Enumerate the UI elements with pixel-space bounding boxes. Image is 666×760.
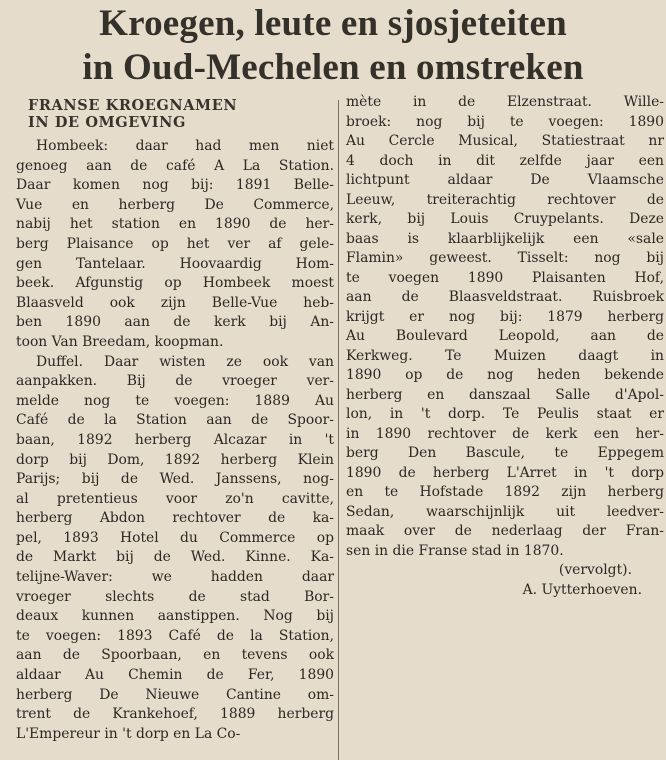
text-line: telijne-Waver: we hadden daar [16, 569, 334, 586]
text-line: Hombeek: daar had men niet [36, 138, 334, 154]
text-line: baas is klaarblijkelijk een «sale [346, 230, 664, 247]
text-line: sen in die Franse stad in 1870. [346, 542, 564, 559]
text-line: ben 1890 aan de kerk bij An- [16, 314, 334, 331]
text-line: maak over de nederlaag der Fran- [346, 523, 664, 539]
text-line: Kerkweg. Te Muizen daagt in [346, 347, 664, 364]
text-line: berg Den Bascule, te Eppegem [346, 445, 664, 461]
text-line: Blaasveld ook zijn Belle-Vue heb- [16, 294, 334, 311]
text-line: Daar komen nog bij: 1891 Belle- [16, 177, 334, 194]
text-line: pel, 1893 Hotel du Commerce op [16, 529, 334, 546]
subheading-line-2: IN DE OMGEVING [28, 114, 186, 131]
text-line: Duffel. Daar wisten ze ook van [36, 353, 334, 370]
text-line: L'Empereur in 't dorp en La Co- [16, 725, 241, 742]
text-line: melde nog te voegen: 1889 Au [16, 392, 334, 409]
text-line: trent de Krankehoef, 1889 herberg [16, 706, 334, 723]
text-line: Sedan, waarschijnlijk uit leedver- [346, 503, 664, 520]
text-line: Vue en herberg De Commerce, [16, 196, 334, 213]
section-subheading [28, 97, 334, 131]
text-line: te voegen: 1893 Café de la Station, [16, 627, 334, 644]
text-line: Leeuw, treiterachtig rechtover de [346, 191, 664, 208]
text-line: vroeger slechts de stad Bor- [16, 588, 334, 605]
text-line: de Markt bij de Wed. Kinne. Ka- [16, 549, 334, 566]
text-line: mète in de Elzenstraat. Wille- [346, 94, 664, 110]
text-line: herberg De Nieuwe Cantine om- [16, 686, 334, 703]
right-column [346, 94, 664, 600]
text-line: aanpakken. Bij de vroeger ver- [16, 373, 334, 390]
text-line: 1890 de herberg L'Arret in 't dorp [346, 464, 664, 481]
text-line: lon, in 't dorp. Te Peulis staat er [346, 406, 664, 422]
text-line: dorp bij Dom, 1892 herberg Klein [16, 451, 334, 468]
text-line: baan, 1892 herberg Alcazar in 't [16, 431, 334, 448]
text-line: beek. Afgunstig op Hombeek moest [16, 275, 334, 292]
text-line: gen Tantelaar. Hoovaardig Hom- [16, 255, 334, 272]
text-line: 4 doch in dit zelfde jaar een [346, 152, 664, 169]
text-line: herberg Abdon rechtover de ka- [16, 510, 334, 527]
text-line: aldaar Au Chemin de Fer, 1890 [16, 667, 334, 684]
continued-note: (vervolgt). [558, 562, 632, 578]
left-column-text [16, 137, 334, 744]
author-signature: A. Uytterhoeven. [522, 581, 642, 598]
text-line: berg Plaisance op het ver af gele- [16, 235, 334, 252]
text-line: lichtpunt aldaar De Vlaamsche [346, 172, 664, 188]
text-line: Au Cercle Musical, Statiestraat nr [346, 133, 664, 149]
headline-line-1: Kroegen, leute en sjosjeteiten [99, 3, 567, 44]
text-line: herberg en danszaal Salle d'Apol- [346, 386, 664, 403]
text-line: nabij het station en 1890 de her- [16, 216, 334, 233]
text-line: al pretentieus voor zo'n cavitte, [16, 490, 334, 507]
text-line: krijgt er nog bij: 1879 herberg [346, 308, 664, 325]
headline-line-2: in Oud-Mechelen en omstreken [82, 47, 584, 88]
text-line: aan de Blaasveldstraat. Ruisbroek [346, 289, 664, 305]
text-line: kerk, bij Louis Cruypelants. Deze [346, 211, 664, 227]
text-line: broek: nog bij te voegen: 1890 [346, 113, 664, 130]
text-line: aan de Spoorbaan, en tevens ook [16, 647, 334, 664]
right-column-text [346, 93, 664, 561]
text-line: te voegen 1890 Plaisanten Hof, [346, 269, 664, 286]
text-line: in 1890 rechtover de kerk een her- [346, 425, 664, 442]
subheading-line-1: FRANSE KROEGNAMEN [28, 97, 238, 114]
article-headline [0, 2, 666, 90]
text-line: Flamin» geweest. Tisselt: nog bij [346, 250, 664, 266]
text-line: 1890 op de nog heden bekende [346, 367, 664, 383]
text-line: Au Boulevard Leopold, aan de [346, 328, 664, 344]
text-line: Café de la Station aan de Spoor- [16, 412, 334, 429]
text-line: deaux kunnen aanstippen. Nog bij [16, 608, 334, 625]
left-column [16, 97, 334, 744]
text-line: genoeg aan de café A La Station. [16, 157, 334, 174]
text-line: toon Van Breedam, koopman. [16, 333, 224, 350]
text-line: Parijs; bij de Wed. Janssens, nog- [16, 471, 334, 488]
column-divider [338, 100, 339, 760]
text-line: en te Hofstade 1892 zijn herberg [346, 484, 664, 500]
